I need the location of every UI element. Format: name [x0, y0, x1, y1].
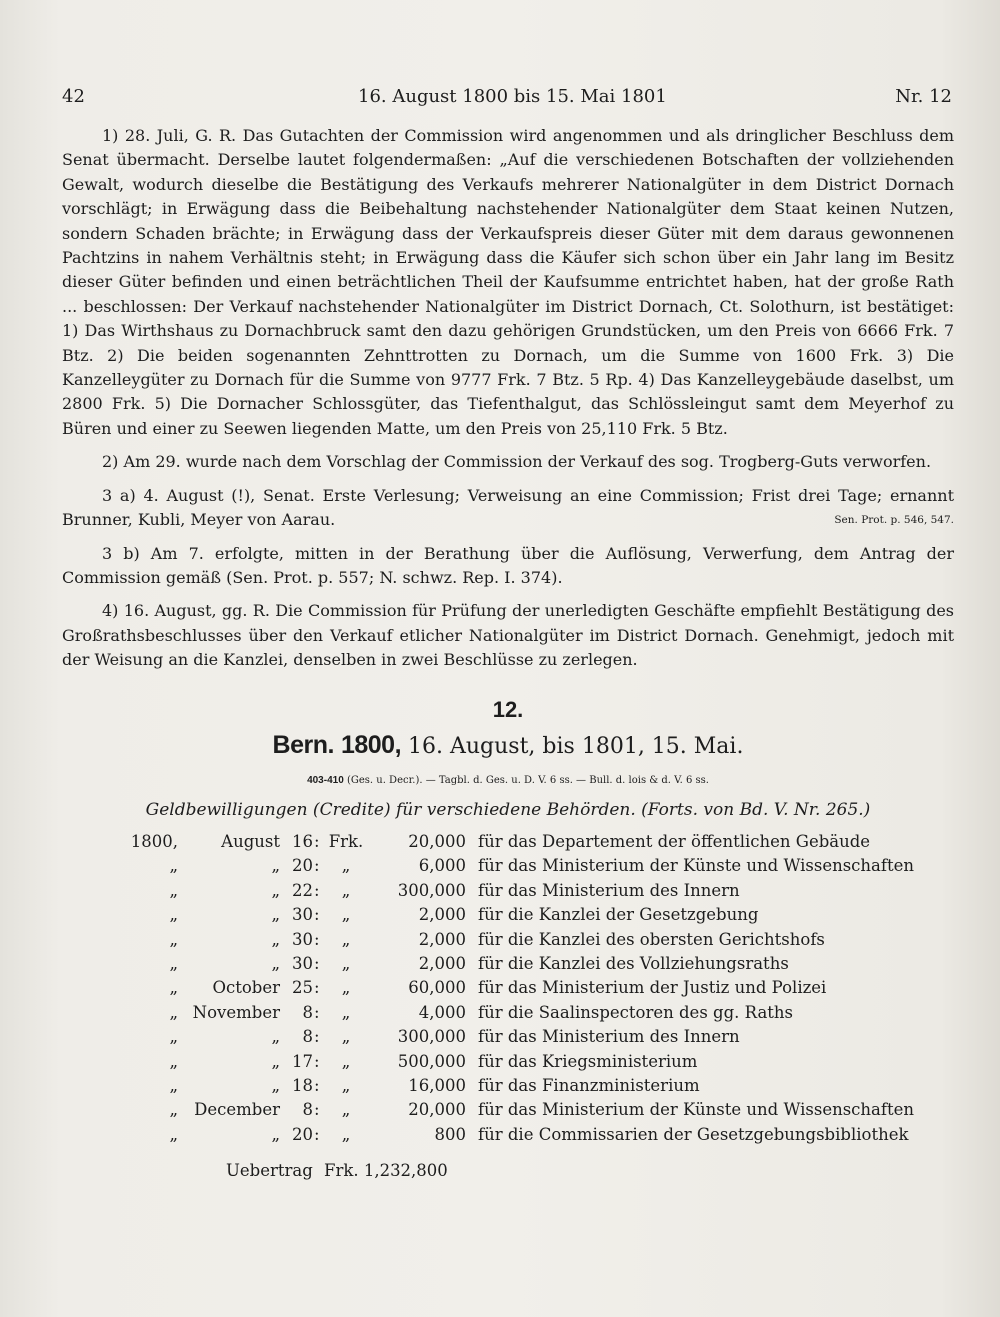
date-month: „ — [271, 905, 280, 925]
colon-separator: : — [314, 1100, 320, 1120]
date-year: „ — [169, 1051, 178, 1071]
date-day: 30 — [292, 905, 313, 925]
paragraph-2: 2) Am 29. wurde nach dem Vorschlag der Commission der Verkauf des sog. Trogberg-Guts verworfen. — [102, 452, 932, 472]
date-day: 20 — [292, 1124, 313, 1144]
currency: „ — [341, 1027, 351, 1047]
date-month: December — [194, 1100, 280, 1120]
amount: 2,000 — [418, 905, 466, 925]
currency: „ — [341, 978, 351, 998]
colon-separator: : — [314, 929, 320, 949]
date-month: „ — [271, 1124, 280, 1144]
amount: 20,000 — [408, 832, 466, 851]
date-year: „ — [169, 1075, 178, 1095]
running-title: 16. August 1800 bis 15. Mai 1801 — [358, 86, 667, 107]
colon-separator: : — [314, 1124, 320, 1144]
colon-separator: : — [314, 856, 320, 876]
currency: „ — [341, 929, 351, 949]
amount: 16,000 — [408, 1075, 466, 1095]
date-month: „ — [271, 880, 280, 900]
date-day: 18 — [292, 1075, 313, 1095]
section-dates: 16. August, bis 1801, 15. Mai. — [408, 734, 744, 759]
page-header — [62, 86, 952, 114]
date-year: „ — [169, 1027, 178, 1047]
amount: 60,000 — [408, 978, 466, 998]
colon-separator: : — [314, 880, 320, 900]
date-day: 17 — [292, 1051, 313, 1071]
colon-separator: : — [314, 1051, 320, 1071]
sources-text: (Ges. u. Decr.). — Tagbl. d. Ges. u. D. V. 6 ss. — Bull. d. lois & d. V. 6 ss. — [346, 775, 709, 786]
date-month: „ — [271, 953, 280, 973]
date-day: 8 — [302, 1100, 313, 1120]
amount: 4,000 — [418, 1002, 466, 1022]
colon-separator: : — [314, 832, 320, 851]
paragraph-3a — [62, 484, 954, 533]
currency: „ — [341, 1100, 351, 1120]
total-label: Uebertrag — [226, 1161, 313, 1181]
section-title — [62, 730, 954, 762]
total-amount: Frk. 1,232,800 — [324, 1161, 448, 1181]
date-year: „ — [169, 929, 178, 949]
amount: 6,000 — [418, 856, 466, 876]
amount: 500,000 — [397, 1051, 466, 1071]
colon-separator: : — [314, 1027, 320, 1047]
recipient: für die Saalinspectoren des gg. Raths — [478, 1002, 794, 1022]
colon-separator: : — [314, 1002, 320, 1022]
page-number: 42 — [62, 86, 85, 107]
section-number: 12. — [492, 697, 524, 722]
date-month: „ — [271, 856, 280, 876]
date-month: „ — [271, 929, 280, 949]
date-year: 1800, — [130, 832, 178, 851]
currency: Frk. — [328, 832, 364, 851]
colon-separator: : — [314, 1075, 320, 1095]
paragraph-4: 4) 16. August, gg. R. Die Commission für Prüfung der unerledigten Geschäfte empfiehlt Bestätigung des Großrathsbeschlusses über den Verkauf etlicher Nationalgüter im District Dornach. Genehmigt, jedoch mit der Weisung an die Kanzlei, denselben in zwei Beschlüsse zu zerlegen. — [62, 601, 954, 670]
entry-number: Nr. 12 — [895, 86, 952, 107]
colon-separator: : — [314, 978, 320, 998]
paragraph-3a-text: 3 a) 4. August (!), Senat. Erste Verlesung; Verweisung an eine Commission; Frist drei Tage; ernannt Brunner, Kubli, Meyer von Aarau. — [62, 485, 954, 530]
date-day: 20 — [292, 856, 313, 876]
date-day: 8 — [302, 1027, 313, 1047]
date-day: 16 — [292, 832, 313, 851]
amount: 300,000 — [397, 880, 466, 900]
recipient: für das Departement der öffentlichen Gebäude — [478, 832, 871, 851]
section-sources — [62, 774, 954, 788]
date-day: 30 — [292, 953, 313, 973]
amount: 800 — [434, 1124, 466, 1144]
paragraph-3b: 3 b) Am 7. erfolgte, mitten in der Berathung über die Auflösung, Verwerfung, dem Antrag der Commission gemäß (Sen. Prot. p. 557; N. schwz. Rep. I. 374). — [62, 543, 954, 587]
date-month: November — [192, 1002, 280, 1022]
amount: 20,000 — [408, 1100, 466, 1120]
date-month: October — [212, 978, 280, 998]
date-year: „ — [169, 880, 178, 900]
body-text — [62, 124, 954, 682]
date-day: 22 — [292, 880, 313, 900]
currency: „ — [341, 1002, 351, 1022]
date-year: „ — [169, 1124, 178, 1144]
colon-separator: : — [314, 905, 320, 925]
date-month: „ — [271, 1075, 280, 1095]
recipient: für das Ministerium des Innern — [478, 1027, 740, 1047]
date-month: August — [221, 832, 280, 851]
section-year: 1800, — [340, 731, 402, 759]
date-month: „ — [271, 1027, 280, 1047]
currency: „ — [341, 1075, 351, 1095]
date-year: „ — [169, 856, 178, 876]
recipient: für die Kanzlei des obersten Gerichtshofs — [478, 929, 825, 949]
amount: 2,000 — [418, 929, 466, 949]
date-day: 8 — [302, 1002, 313, 1022]
currency: „ — [341, 1051, 351, 1071]
recipient: für das Ministerium der Künste und Wissenschaften — [478, 856, 915, 876]
date-year: „ — [169, 1100, 178, 1120]
recipient: für die Kanzlei der Gesetzgebung — [478, 905, 759, 925]
section-header — [62, 696, 954, 822]
section-place: Bern. — [272, 731, 334, 759]
currency: „ — [341, 880, 351, 900]
recipient: für das Ministerium der Justiz und Polizei — [478, 978, 827, 998]
section-heading: Geldbewilligungen (Credite) für verschiedene Behörden. (Forts. von Bd. V. Nr. 265.) — [145, 800, 871, 820]
currency: „ — [341, 856, 351, 876]
recipient: für das Kriegsministerium — [478, 1051, 698, 1071]
currency: „ — [341, 953, 351, 973]
date-year: „ — [169, 978, 178, 998]
date-month: „ — [271, 1051, 280, 1071]
date-year: „ — [169, 1002, 178, 1022]
date-year: „ — [169, 905, 178, 925]
recipient: für das Ministerium des Innern — [478, 880, 740, 900]
amount: 2,000 — [418, 953, 466, 973]
currency: „ — [341, 905, 351, 925]
currency: „ — [341, 1124, 351, 1144]
date-day: 30 — [292, 929, 313, 949]
recipient: für das Finanzministerium — [478, 1075, 700, 1095]
sources-pages: 403-410 — [307, 775, 344, 786]
date-year: „ — [169, 953, 178, 973]
date-day: 25 — [292, 978, 313, 998]
colon-separator: : — [314, 953, 320, 973]
paragraph-1: 1) 28. Juli, G. R. Das Gutachten der Commission wird angenommen und als dringlicher Beschluss dem Senat übermacht. Derselbe lautet folgendermaßen: „Auf die verschiedenen Botschaften der vollziehenden Gewalt, wodurch dieselbe die Bestätigung des Verkaufs mehrerer Nationalgüter in dem District Dornach vorschlägt; in Erwägung dass die Beibehaltung nachstehender Nationalgüter dem Staat keinen Nutzen, sondern Schaden brächte; in Erwägung dass der Verkaufspreis dieser Güter mit dem daraus gewonnenen Pachtzins in nahem Verhältnis steht; in Erwägung dass die Käufer sich schon über ein Jahr lang im Besitz dieser Güter befinden und einen beträchtlichen Theil der Kaufsumme entrichtet haben, hat der große Rath ... beschlossen: Der Verkauf nachstehender Nationalgüter im District Dornach, Ct. Solothurn, ist bestätiget: 1) Das Wirthshaus zu Dornachbruck samt den dazu gehörigen Grundstücken, um den Preis von 6666 Frk. 7 Btz. 2) Die beiden sogenannten Zehnttrotten zu Dornach, um die Summe von 1600 Frk. 3) Die Kanzelleygüter zu Dornach für die Summe von 9777 Frk. 7 Btz. 5 Rp. 4) Das Kanzelleygebäude daselbst, um 2800 Frk. 5) Die Dornacher Schlossgüter, das Tiefenthalgut, das Schlössleingut samt dem Meyerhof zu Büren und einer zu Seewen liegenden Matte, um den Preis von 25,110 Frk. 5 Btz. — [62, 126, 954, 438]
amount: 300,000 — [397, 1027, 466, 1047]
recipient: für die Commissarien der Gesetzgebungsbibliothek — [478, 1124, 909, 1144]
recipient: für das Ministerium der Künste und Wissenschaften — [478, 1100, 915, 1120]
recipient: für die Kanzlei des Vollziehungsraths — [478, 953, 789, 973]
senate-protocol-reference: Sen. Prot. p. 546, 547. — [834, 514, 954, 527]
